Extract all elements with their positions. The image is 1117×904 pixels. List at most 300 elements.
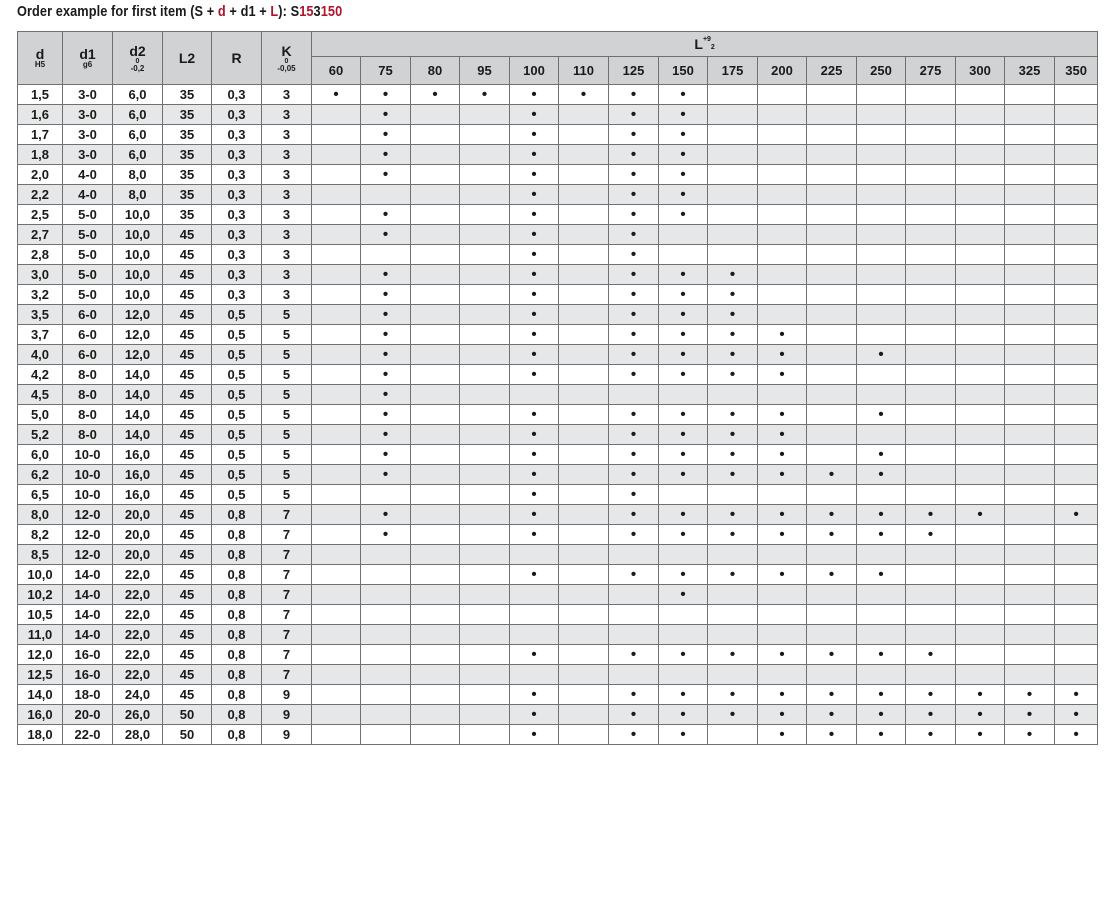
cell-l-80 [411, 485, 460, 505]
cell-l-300 [956, 225, 1005, 245]
table-row [18, 405, 1098, 425]
cell-l-75 [361, 265, 411, 285]
cell-l-125 [609, 645, 659, 665]
cell-r: 0,3 [212, 165, 262, 185]
cell-k: 3 [262, 125, 312, 145]
cell-d2: 16,0 [113, 445, 163, 465]
cell-d: 6,0 [18, 445, 63, 465]
cell-l-350 [1055, 645, 1098, 665]
cell-l-200 [758, 145, 807, 165]
cell-l-60 [312, 165, 361, 185]
availability-dot-icon: • [680, 446, 686, 463]
cell-r: 0,8 [212, 545, 262, 565]
availability-dot-icon: • [828, 686, 835, 703]
cell-l-110 [559, 625, 609, 645]
availability-dot-icon: • [630, 306, 637, 323]
cell-l-325 [1005, 605, 1055, 625]
cell-l-60 [312, 405, 361, 425]
cell-l-275 [906, 245, 956, 265]
availability-dot-icon: • [531, 306, 537, 323]
cell-l-225 [807, 145, 857, 165]
cell-l-100 [510, 325, 559, 345]
cell-l-350 [1055, 545, 1098, 565]
cell-l-300 [956, 165, 1005, 185]
cell-l-225 [807, 705, 857, 725]
header-l-value: 275 [906, 57, 956, 85]
header-l-value: 300 [956, 57, 1005, 85]
cell-l-325 [1005, 425, 1055, 445]
availability-dot-icon: • [481, 86, 488, 103]
cell-l-60 [312, 545, 361, 565]
availability-dot-icon: • [729, 686, 736, 703]
cell-l-95 [460, 245, 510, 265]
cell-l-325 [1005, 185, 1055, 205]
cell-l-75 [361, 205, 411, 225]
availability-dot-icon: • [531, 566, 537, 583]
cell-l-60 [312, 105, 361, 125]
cell-l-125 [609, 245, 659, 265]
cell-l-300 [956, 605, 1005, 625]
table-row [18, 85, 1098, 105]
availability-dot-icon: • [630, 86, 637, 103]
cell-l-175 [708, 245, 758, 265]
availability-dot-icon: • [1073, 506, 1079, 523]
table-row [18, 165, 1098, 185]
cell-r: 0,8 [212, 705, 262, 725]
availability-dot-icon: • [779, 426, 785, 443]
availability-dot-icon: • [779, 466, 785, 483]
cell-l-175 [708, 665, 758, 685]
availability-dot-icon: • [531, 86, 537, 103]
availability-dot-icon: • [680, 106, 686, 123]
cell-l-110 [559, 445, 609, 465]
cell-l-150 [659, 205, 708, 225]
cell-l-175 [708, 365, 758, 385]
cell-l-325 [1005, 385, 1055, 405]
availability-dot-icon: • [382, 366, 389, 383]
cell-l-150 [659, 385, 708, 405]
cell-l-200 [758, 565, 807, 585]
cell-k: 5 [262, 345, 312, 365]
cell-l-300 [956, 125, 1005, 145]
cell-d2: 12,0 [113, 305, 163, 325]
cell-r: 0,3 [212, 185, 262, 205]
cell-l-75 [361, 285, 411, 305]
cell-l-275 [906, 305, 956, 325]
availability-dot-icon: • [680, 466, 686, 483]
cell-l-110 [559, 225, 609, 245]
availability-dot-icon: • [779, 706, 785, 723]
cell-l-110 [559, 705, 609, 725]
cell-r: 0,3 [212, 145, 262, 165]
availability-dot-icon: • [779, 526, 785, 543]
cell-k: 7 [262, 585, 312, 605]
cell-l-350 [1055, 145, 1098, 165]
cell-l-95 [460, 345, 510, 365]
availability-dot-icon: • [382, 166, 389, 183]
availability-dot-icon: • [680, 726, 686, 743]
order-mid1: + d1 + [225, 3, 271, 20]
cell-l-95 [460, 505, 510, 525]
cell-d2: 6,0 [113, 145, 163, 165]
availability-dot-icon: • [977, 726, 983, 743]
cell-l-200 [758, 365, 807, 385]
cell-l-75 [361, 645, 411, 665]
cell-d2: 22,0 [113, 565, 163, 585]
cell-l-150 [659, 405, 708, 425]
cell-l-95 [460, 685, 510, 705]
availability-dot-icon: • [382, 426, 389, 443]
cell-l-80 [411, 285, 460, 305]
availability-dot-icon: • [927, 726, 934, 743]
cell-l2: 35 [163, 165, 212, 185]
cell-l-200 [758, 665, 807, 685]
cell-l-75 [361, 105, 411, 125]
cell-l2: 45 [163, 425, 212, 445]
availability-dot-icon: • [779, 726, 785, 743]
cell-r: 0,5 [212, 365, 262, 385]
availability-dot-icon: • [878, 446, 884, 463]
cell-l2: 50 [163, 725, 212, 745]
cell-l2: 45 [163, 605, 212, 625]
availability-dot-icon: • [828, 526, 835, 543]
cell-l2: 45 [163, 385, 212, 405]
table-row [18, 365, 1098, 385]
cell-d2: 8,0 [113, 185, 163, 205]
cell-l-250 [857, 185, 906, 205]
availability-dot-icon: • [1073, 726, 1079, 743]
cell-l-225 [807, 405, 857, 425]
availability-dot-icon: • [680, 566, 686, 583]
cell-l-125 [609, 285, 659, 305]
cell-l-300 [956, 505, 1005, 525]
cell-l-75 [361, 365, 411, 385]
cell-l-175 [708, 125, 758, 145]
cell-l-300 [956, 145, 1005, 165]
cell-l-60 [312, 145, 361, 165]
cell-l-275 [906, 105, 956, 125]
cell-d2: 22,0 [113, 645, 163, 665]
cell-l-100 [510, 265, 559, 285]
cell-l-125 [609, 225, 659, 245]
cell-l-325 [1005, 705, 1055, 725]
cell-l-150 [659, 705, 708, 725]
cell-d1: 3-0 [63, 85, 113, 105]
cell-r: 0,3 [212, 105, 262, 125]
cell-l-275 [906, 265, 956, 285]
cell-l-175 [708, 505, 758, 525]
cell-l-175 [708, 465, 758, 485]
cell-l-95 [460, 225, 510, 245]
cell-l-325 [1005, 505, 1055, 525]
order-code-d: 15 [299, 3, 314, 20]
availability-dot-icon: • [630, 426, 637, 443]
cell-d: 4,5 [18, 385, 63, 405]
cell-l-95 [460, 85, 510, 105]
cell-l-175 [708, 305, 758, 325]
cell-l-275 [906, 485, 956, 505]
cell-l-110 [559, 85, 609, 105]
cell-l-80 [411, 265, 460, 285]
availability-dot-icon: • [630, 726, 637, 743]
cell-l-250 [857, 505, 906, 525]
cell-l-150 [659, 185, 708, 205]
cell-l-325 [1005, 325, 1055, 345]
cell-l-250 [857, 705, 906, 725]
availability-dot-icon: • [779, 686, 785, 703]
cell-l-100 [510, 105, 559, 125]
cell-d1: 3-0 [63, 145, 113, 165]
table-row [18, 725, 1098, 745]
cell-l-60 [312, 645, 361, 665]
cell-l-60 [312, 465, 361, 485]
cell-l2: 35 [163, 185, 212, 205]
cell-l-80 [411, 345, 460, 365]
cell-l-200 [758, 645, 807, 665]
cell-d2: 10,0 [113, 285, 163, 305]
cell-l-60 [312, 525, 361, 545]
cell-l-110 [559, 125, 609, 145]
cell-l-75 [361, 525, 411, 545]
cell-d: 3,2 [18, 285, 63, 305]
cell-l-125 [609, 165, 659, 185]
cell-l-100 [510, 305, 559, 325]
cell-l-75 [361, 305, 411, 325]
cell-l-175 [708, 145, 758, 165]
table-row [18, 685, 1098, 705]
cell-d: 1,7 [18, 125, 63, 145]
cell-l-250 [857, 385, 906, 405]
cell-l-80 [411, 545, 460, 565]
cell-l-80 [411, 505, 460, 525]
cell-l-60 [312, 185, 361, 205]
availability-dot-icon: • [531, 726, 537, 743]
cell-d1: 12-0 [63, 505, 113, 525]
cell-l-325 [1005, 565, 1055, 585]
cell-l-175 [708, 565, 758, 585]
cell-l-300 [956, 305, 1005, 325]
cell-l-150 [659, 305, 708, 325]
cell-k: 5 [262, 485, 312, 505]
cell-d1: 8-0 [63, 405, 113, 425]
cell-l-110 [559, 725, 609, 745]
cell-l-125 [609, 305, 659, 325]
availability-dot-icon: • [531, 146, 537, 163]
cell-d: 2,5 [18, 205, 63, 225]
header-d2: d2 0 -0,2 [113, 32, 163, 85]
cell-r: 0,8 [212, 585, 262, 605]
cell-l-200 [758, 225, 807, 245]
dimension-table [17, 31, 1098, 745]
cell-l-75 [361, 245, 411, 265]
cell-l2: 35 [163, 85, 212, 105]
cell-k: 5 [262, 405, 312, 425]
availability-dot-icon: • [680, 366, 686, 383]
cell-l-60 [312, 125, 361, 145]
availability-dot-icon: • [680, 186, 686, 203]
cell-r: 0,5 [212, 385, 262, 405]
cell-d2: 22,0 [113, 585, 163, 605]
cell-l-350 [1055, 345, 1098, 365]
cell-l-75 [361, 125, 411, 145]
cell-l-95 [460, 265, 510, 285]
cell-l-100 [510, 665, 559, 685]
cell-l-125 [609, 145, 659, 165]
cell-l-80 [411, 565, 460, 585]
cell-k: 3 [262, 245, 312, 265]
cell-l-60 [312, 665, 361, 685]
availability-dot-icon: • [878, 406, 884, 423]
cell-l-125 [609, 365, 659, 385]
cell-l-200 [758, 425, 807, 445]
table-row [18, 225, 1098, 245]
cell-l-110 [559, 425, 609, 445]
availability-dot-icon: • [927, 706, 934, 723]
cell-l-275 [906, 125, 956, 145]
cell-d: 4,2 [18, 365, 63, 385]
order-code-d1: 3 [313, 3, 321, 20]
cell-l-80 [411, 465, 460, 485]
cell-l-225 [807, 605, 857, 625]
cell-l-60 [312, 365, 361, 385]
cell-r: 0,8 [212, 645, 262, 665]
cell-l-200 [758, 605, 807, 625]
availability-dot-icon: • [531, 526, 537, 543]
availability-dot-icon: • [580, 86, 587, 103]
cell-k: 3 [262, 285, 312, 305]
cell-l-200 [758, 545, 807, 565]
cell-l-75 [361, 425, 411, 445]
table-row [18, 465, 1098, 485]
availability-dot-icon: • [729, 266, 736, 283]
cell-l-80 [411, 425, 460, 445]
cell-l-75 [361, 545, 411, 565]
cell-l-350 [1055, 385, 1098, 405]
availability-dot-icon: • [630, 106, 637, 123]
availability-dot-icon: • [878, 726, 884, 743]
cell-l-325 [1005, 645, 1055, 665]
cell-l-325 [1005, 525, 1055, 545]
cell-l-225 [807, 225, 857, 245]
availability-dot-icon: • [382, 306, 389, 323]
cell-l2: 35 [163, 125, 212, 145]
availability-dot-icon: • [680, 646, 686, 663]
cell-d: 3,7 [18, 325, 63, 345]
table-row [18, 325, 1098, 345]
cell-l-110 [559, 485, 609, 505]
availability-dot-icon: • [779, 346, 785, 363]
cell-l-80 [411, 245, 460, 265]
availability-dot-icon: • [531, 506, 537, 523]
cell-l-250 [857, 725, 906, 745]
cell-l2: 45 [163, 305, 212, 325]
cell-d1: 12-0 [63, 545, 113, 565]
cell-l-250 [857, 565, 906, 585]
cell-k: 3 [262, 225, 312, 245]
availability-dot-icon: • [779, 446, 785, 463]
cell-l-95 [460, 645, 510, 665]
cell-d: 1,6 [18, 105, 63, 125]
cell-k: 9 [262, 725, 312, 745]
cell-l-95 [460, 425, 510, 445]
cell-l-350 [1055, 245, 1098, 265]
cell-l-225 [807, 265, 857, 285]
cell-l-95 [460, 205, 510, 225]
cell-l-350 [1055, 85, 1098, 105]
cell-d2: 16,0 [113, 485, 163, 505]
availability-dot-icon: • [779, 326, 785, 343]
cell-l-300 [956, 685, 1005, 705]
cell-l-110 [559, 105, 609, 125]
cell-k: 7 [262, 645, 312, 665]
cell-d1: 8-0 [63, 385, 113, 405]
availability-dot-icon: • [779, 646, 785, 663]
header-l-tol: +9 [702, 36, 711, 44]
cell-l-80 [411, 405, 460, 425]
cell-l-275 [906, 185, 956, 205]
availability-dot-icon: • [630, 446, 637, 463]
cell-r: 0,8 [212, 625, 262, 645]
cell-d: 6,5 [18, 485, 63, 505]
cell-l-350 [1055, 705, 1098, 725]
availability-dot-icon: • [531, 366, 537, 383]
cell-l-175 [708, 625, 758, 645]
cell-l-325 [1005, 485, 1055, 505]
cell-l-250 [857, 265, 906, 285]
cell-l-60 [312, 325, 361, 345]
cell-l-325 [1005, 405, 1055, 425]
header-l-value: 350 [1055, 57, 1098, 85]
cell-k: 7 [262, 665, 312, 685]
table-body [18, 85, 1098, 745]
availability-dot-icon: • [977, 506, 983, 523]
cell-l-350 [1055, 185, 1098, 205]
cell-l-300 [956, 665, 1005, 685]
cell-d1: 5-0 [63, 285, 113, 305]
cell-l-300 [956, 85, 1005, 105]
cell-l-95 [460, 705, 510, 725]
availability-dot-icon: • [630, 706, 637, 723]
cell-l-225 [807, 505, 857, 525]
cell-l2: 45 [163, 365, 212, 385]
cell-d1: 6-0 [63, 345, 113, 365]
cell-l-350 [1055, 105, 1098, 125]
cell-l-250 [857, 485, 906, 505]
cell-l-350 [1055, 285, 1098, 305]
cell-l-80 [411, 625, 460, 645]
cell-l-110 [559, 185, 609, 205]
cell-l-150 [659, 545, 708, 565]
cell-l-150 [659, 425, 708, 445]
cell-l-200 [758, 245, 807, 265]
header-r: R [212, 32, 262, 85]
table-row [18, 565, 1098, 585]
cell-l-80 [411, 185, 460, 205]
cell-l-325 [1005, 685, 1055, 705]
cell-r: 0,5 [212, 325, 262, 345]
cell-l-225 [807, 665, 857, 685]
cell-l2: 45 [163, 585, 212, 605]
cell-d: 1,5 [18, 85, 63, 105]
cell-l-100 [510, 505, 559, 525]
cell-l-300 [956, 205, 1005, 225]
cell-l-250 [857, 365, 906, 385]
cell-k: 7 [262, 625, 312, 645]
cell-l-225 [807, 185, 857, 205]
cell-l-60 [312, 505, 361, 525]
order-code-s: S [290, 3, 300, 20]
cell-l-225 [807, 325, 857, 345]
